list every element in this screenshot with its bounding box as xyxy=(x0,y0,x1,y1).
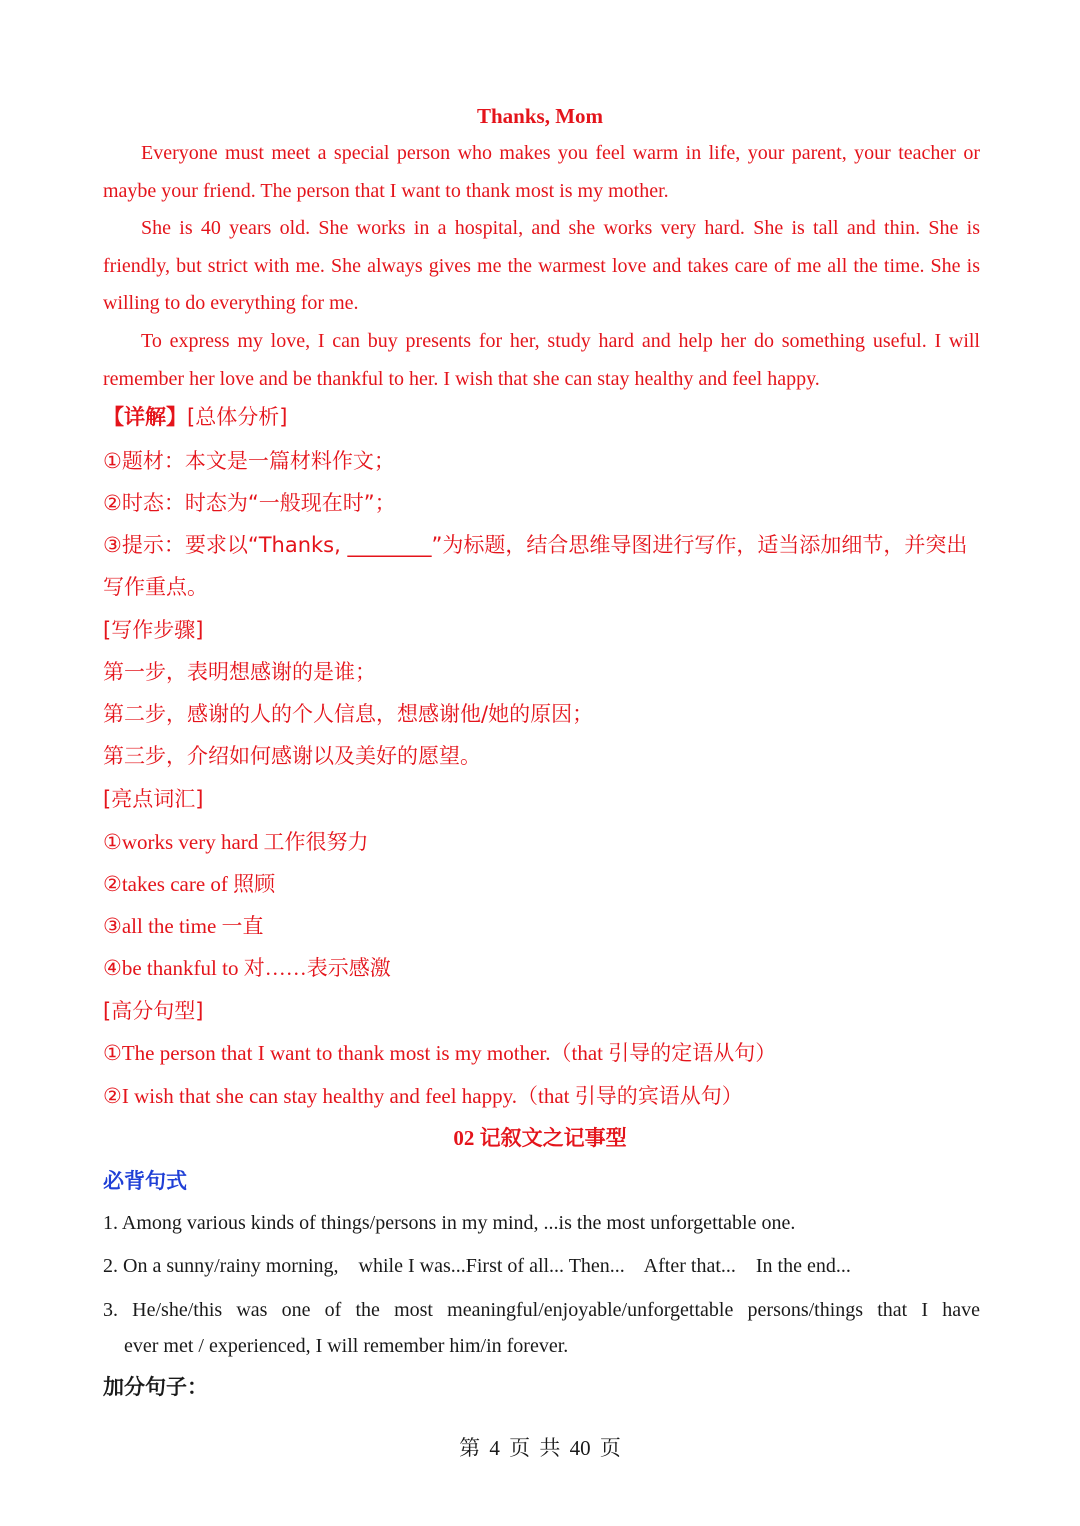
pattern-item: 3. He/she/this was one of the most meaningful/enjoyable/unforgettable persons/things that I have xyxy=(103,1299,980,1321)
vocab-item: ③all the time 一直 xyxy=(103,914,264,938)
vocab-heading: [亮点词汇] xyxy=(103,787,204,811)
pattern-continuation: ever met / experienced, I will remember him/in forever. xyxy=(124,1335,569,1357)
step-item: 第一步，表明想感谢的是谁； xyxy=(103,660,376,684)
essay-body xyxy=(103,135,980,398)
analysis-item: ②时态：时态为“一般现在时”； xyxy=(103,491,396,515)
sentence-item: ①The person that I want to thank most is my mother.（that 引导的定语从句） xyxy=(103,1041,777,1065)
sentences-heading: [高分句型] xyxy=(103,999,204,1023)
must-recite-heading: 必背句式 xyxy=(103,1169,187,1193)
step-item: 第二步，感谢的人的个人信息，想感谢他/她的原因； xyxy=(103,702,594,726)
essay-paragraph: To express my love, I can buy presents for her, study hard and help her do something useful. I will remember her love and be thankful to her. I wish that she can stay healthy and feel happy. xyxy=(103,329,980,390)
steps-heading: [写作步骤] xyxy=(103,618,204,642)
pattern-item-continued xyxy=(103,1331,980,1361)
analysis-item: ①题材：本文是一篇材料作文； xyxy=(103,449,395,473)
analysis-heading-bracket: 【详解】 xyxy=(103,405,187,429)
pattern-item: 1. Among various kinds of things/persons in my mind, ...is the most unforgettable one. xyxy=(103,1212,796,1234)
vocab-item: ②takes care of 照顾 xyxy=(103,872,276,896)
section-heading: 02 记叙文之记事型 xyxy=(453,1126,627,1150)
essay-paragraph: She is 40 years old. She works in a hospital, and she works very hard. She is tall and thin. She is friendly, but strict with me. She always gives me the warmest love and takes care of me all the time. She is willing to do everything for me. xyxy=(103,217,980,315)
sentence-item: ②I wish that she can stay healthy and feel happy.（that 引导的宾语从句） xyxy=(103,1084,743,1108)
page-number: 第 4 页 共 40 页 xyxy=(459,1436,621,1460)
vocab-item: ①works very hard 工作很努力 xyxy=(103,830,369,854)
analysis-heading-rest: [总体分析] xyxy=(187,405,288,429)
essay-paragraph: Everyone must meet a special person who makes you feel warm in life, your parent, your teacher or maybe your friend. The person that I want to thank most is my mother. xyxy=(103,142,980,202)
vocab-item: ④be thankful to 对……表示感激 xyxy=(103,956,391,980)
bonus-heading: 加分句子： xyxy=(103,1375,208,1399)
pattern-item: 2. On a sunny/rainy morning, while I was...First of all... Then... After that... In the end... xyxy=(103,1255,851,1277)
analysis-heading xyxy=(103,402,980,432)
analysis-item: ③提示：要求以“Thanks, ________”为标题，结合思维导图进行写作，适当添加细节，并突出写作重点。 xyxy=(103,533,968,599)
step-item: 第三步，介绍如何感谢以及美好的愿望。 xyxy=(103,744,481,768)
essay-title: Thanks, Mom xyxy=(476,104,604,128)
